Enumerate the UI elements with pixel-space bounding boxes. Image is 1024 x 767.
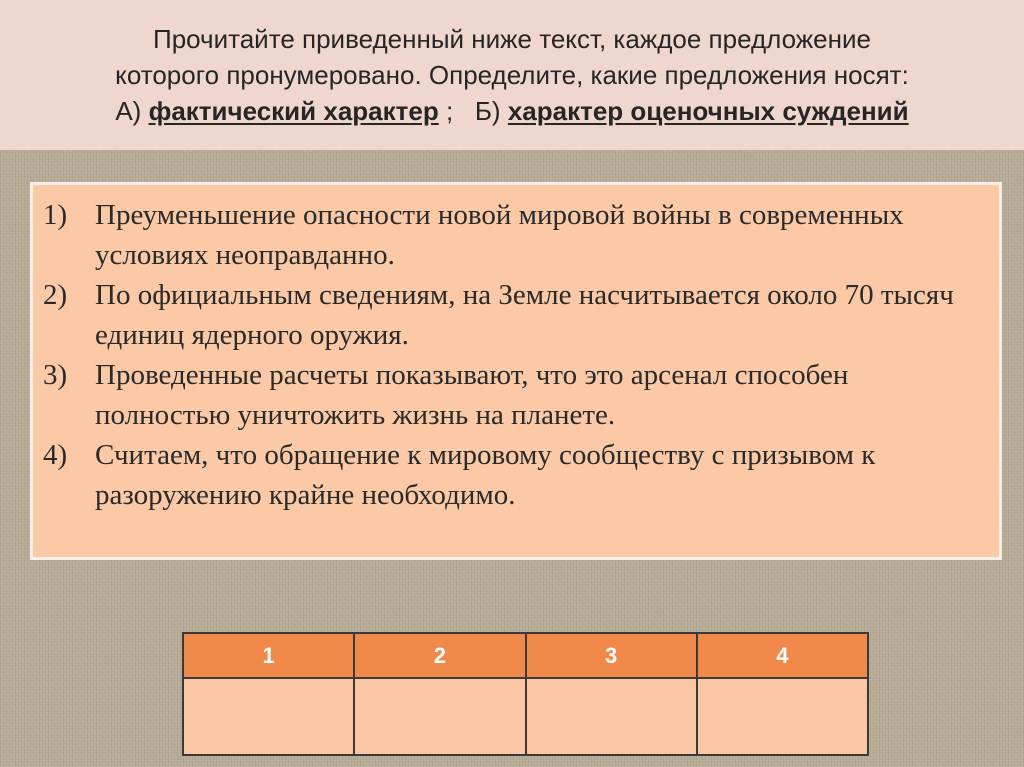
answer-cell[interactable] <box>526 678 697 755</box>
sentence-number: 4) <box>43 439 68 471</box>
sentence-text: По официальным сведениям, на Земле насчитывается около 70 тысяч единиц ядерного оружия. <box>95 279 954 351</box>
answer-table-header-row <box>183 633 868 678</box>
sentence-number: 3) <box>43 359 68 391</box>
answer-column-header: 1 <box>183 633 354 678</box>
option-b-label: характер оценочных суждений <box>507 96 909 126</box>
sentence-text: Проведенные расчеты показывают, что это арсенал способен полностью уничтожить жизнь на планете. <box>95 359 849 431</box>
sentences-box <box>30 182 1002 560</box>
instruction-options <box>115 93 908 129</box>
answer-column-header: 2 <box>354 633 525 678</box>
instruction-line-2: которого пронумеровано. Определите, какие предложения носят: <box>115 60 909 90</box>
sentence-text: Преуменьшение опасности новой мировой войны в современных условиях неоправданно. <box>95 199 904 271</box>
answer-cell[interactable] <box>354 678 525 755</box>
sentence-text: Считаем, что обращение к мировому сообществу с призывом к разоружению крайне необходимо. <box>95 439 876 511</box>
sentence-item <box>43 435 985 515</box>
task-instruction <box>0 0 1024 150</box>
answer-table <box>182 632 869 756</box>
option-b-prefix: Б) <box>474 96 508 126</box>
sentence-item <box>43 275 985 355</box>
answer-row <box>183 678 868 755</box>
option-a-label: фактический характер <box>148 96 439 126</box>
sentence-item <box>43 355 985 435</box>
answer-column-header: 3 <box>526 633 697 678</box>
option-separator: ; <box>438 96 475 126</box>
sentence-number: 1) <box>43 199 68 231</box>
answer-cell[interactable] <box>183 678 354 755</box>
answer-cell[interactable] <box>697 678 868 755</box>
sentence-number: 2) <box>43 279 68 311</box>
sentence-item <box>43 195 985 275</box>
option-a-prefix: А) <box>115 96 149 126</box>
answer-column-header: 4 <box>697 633 868 678</box>
instruction-line-1: Прочитайте приведенный ниже текст, каждое предложение <box>153 24 871 54</box>
